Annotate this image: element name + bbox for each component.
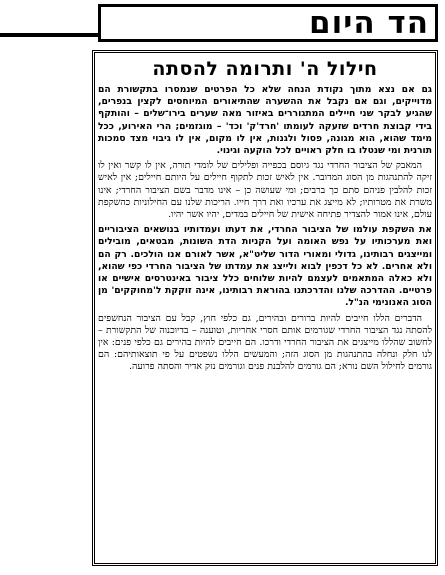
article-paragraph-1: גם אם נצא מתוך נקודת הנחה שלא כל הפרטים שנמסרו בתקשורת הם מדוייקים, וגם אם נקבל את ההשערה שהתיאורים המיוחסים לקצין בנפרים, שהגיע לבקר שני חיילים המתגוררים באיזור מאה שערים בירו־שלים – והותקף בידי קבוצת חרדים שזעקה לעומתו 'חרד'ק' וכד' – מוגזמים; הרי האירוע, ככל מימד שהוא, הוא מגונה, פסול ולגנות, אין לו מקום, אין לו גיבוי מצד סמכות תורנית ומי שנטלו בו חלק ראויים לכל הוקעה וגינוי. bbox=[98, 84, 432, 157]
masthead-rule bbox=[0, 33, 100, 37]
article-headline: חילול ה' ותרומה להסתה bbox=[152, 58, 378, 80]
article bbox=[98, 53, 432, 563]
article-paragraph-2: המאבק של הציבור החרדי נגד גיוסם בכפייה ופלילים של לומדי תורה, אין לו קשר ואין לו זיקה להתנהגות מן הסוג המדובר. אין לאיש זכות לתקוף חיילים על היותם חיילים; אין לאיש זכות להלבין פניהם סתם כך ברבים; ומי שעושה כן – אינו מדבר בשם הציבור החרדי; אינו משרת את מטרותיו; לא מייצג את ערכיו ואת דרך חייו. הריכות שלנו עם החילוניות כהשקפת עולם, אינו אמור להצדיר פתיחה אישית של חיילים במדים, יהיו אשר יהיו. bbox=[98, 160, 432, 221]
article-paragraph-3: את השקפת עולמו של הציבור החרדי, את דעתו ועמדותיו בנושאים הציבוריים ואת מערכותיו על נפש האומה ועל הקניות הדת השונות, מבטאים, מובילים ומייצגים רבותינו, גדולי ומאורי הדור שליט"א, אשר לאורם אנו הולכים. רק הם ולא אחרים. לא כל דכפין לבוא ולייצג את עמדתו של הציבור החרדי כפי שהוא, ולא כאלה המתאמים לעצמם להיות שלוחים כלל ציבור באינטרסים אישיים או פרטיים. ההדרכה שלנו והדרכתנו בהוראת רבותינו, אינה זוקקת ל'מחוקקים' מן הסוג האנונימי הנ"ל. bbox=[98, 224, 432, 309]
masthead-title: הד היום bbox=[309, 4, 429, 41]
masthead bbox=[98, 4, 438, 42]
article-paragraph-4: הדברים הללו חייבים להיות ברורים ובהירים, גם כלפי חוץ, קבל עם הציבור הנחשפים להסתה נגד הציבור החרדי שגורמים אותם חסרי אחריות, וטוענה – בדיוכנוה של התקשורת – לחשוב שהללו מייצגים את הציבור החרדי ודרכו. הם חייבים להיות בהירים גם כלפי פנים: אין לנו חלק ונחלה בהתנהגות מן הסוג הזה; והמעשים הללו נשפטים על פי תוצאותיהם: הם גורמים לחילול השם נורא; הם גורמים להלבנת פנים וגורמים נזק אדיר והסתה פרועה. bbox=[98, 312, 432, 373]
